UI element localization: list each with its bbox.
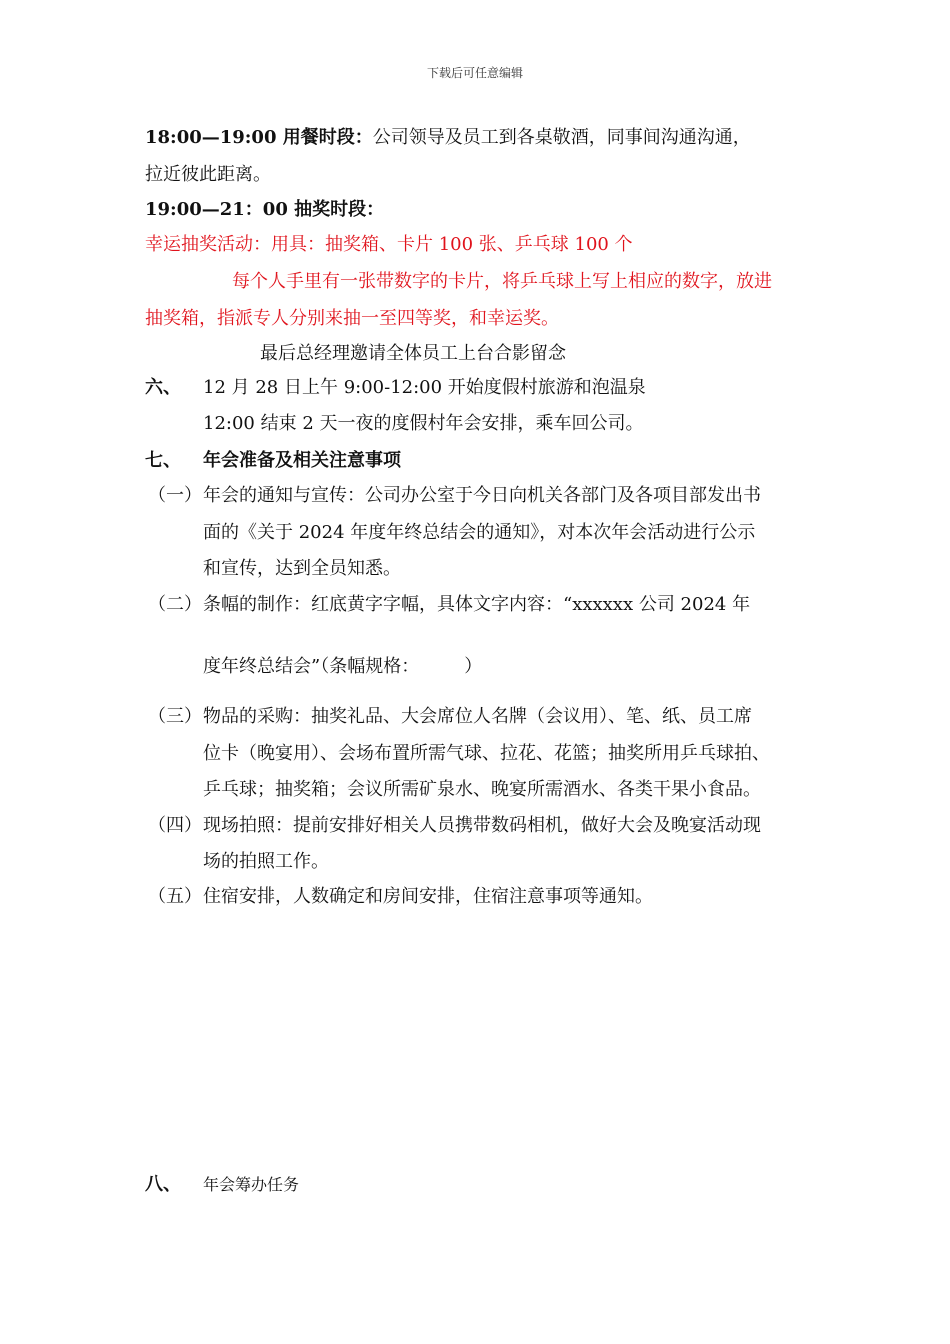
page-header-note: 下载后可任意编辑 bbox=[426, 66, 523, 80]
item-one-marker: （一） bbox=[148, 485, 202, 506]
dinner-text: 公司领导及员工到各桌敬酒，同事间沟通沟通， bbox=[372, 127, 751, 148]
item-two-line2: 度年终总结会”（条幅规格： ） bbox=[203, 656, 483, 677]
dinner-text-continued: 拉近彼此距离。 bbox=[145, 164, 271, 185]
item-three-line1: 物品的采购：抽奖礼品、大会席位人名牌（会议用）、笔、纸、员工席 bbox=[203, 706, 752, 727]
item-four-marker: （四） bbox=[148, 815, 202, 836]
item-four-line2: 场的拍照工作。 bbox=[203, 851, 329, 872]
dinner-paragraph bbox=[145, 126, 751, 150]
item-three-line3: 乒乓球；抽奖箱；会议所需矿泉水、晚宴所需酒水、各类干果小食品。 bbox=[203, 779, 761, 800]
section-six-line1: 12 月 28 日上午 9:00-12:00 开始度假村旅游和泡温泉 bbox=[203, 377, 646, 398]
item-two-marker: （二） bbox=[148, 594, 202, 615]
lottery-time-label: 19:00—21：00 抽奖时段： bbox=[145, 199, 385, 220]
section-eight-title: 年会筹办任务 bbox=[203, 1175, 300, 1194]
group-photo-line: 最后总经理邀请全体员工上台合影留念 bbox=[260, 343, 566, 364]
section-seven-marker: 七、 bbox=[145, 450, 181, 471]
dinner-time-label: 18:00—19:00 用餐时段： bbox=[145, 127, 373, 148]
lottery-description-line1: 每个人手里有一张带数字的卡片，将乒乓球上写上相应的数字，放进 bbox=[232, 271, 772, 292]
item-three-line2: 位卡（晚宴用）、会场布置所需气球、拉花、花篮；抽奖所用乒乓球拍、 bbox=[203, 743, 770, 764]
item-one-line1: 年会的通知与宣传：公司办公室于今日向机关各部门及各项目部发出书 bbox=[203, 485, 761, 506]
section-six-line2: 12:00 结束 2 天一夜的度假村年会安排，乘车回公司。 bbox=[203, 413, 644, 434]
item-one-line2: 面的《关于 2024 年度年终总结会的通知》，对本次年会活动进行公示 bbox=[203, 522, 756, 543]
section-six-marker: 六、 bbox=[145, 377, 181, 398]
section-eight-marker: 八、 bbox=[145, 1174, 181, 1195]
item-three-marker: （三） bbox=[148, 706, 202, 727]
item-four-line1: 现场拍照：提前安排好相关人员携带数码相机，做好大会及晚宴活动现 bbox=[203, 815, 761, 836]
lottery-description-line2: 抽奖箱，指派专人分别来抽一至四等奖，和幸运奖。 bbox=[145, 308, 559, 329]
item-five-line1: 住宿安排，人数确定和房间安排，住宿注意事项等通知。 bbox=[203, 886, 653, 907]
item-two-line1: 条幅的制作：红底黄字字幅，具体文字内容：“xxxxxx 公司 2024 年 bbox=[203, 594, 751, 615]
section-seven-title: 年会准备及相关注意事项 bbox=[203, 450, 401, 471]
item-one-line3: 和宣传，达到全员知悉。 bbox=[203, 558, 401, 579]
lottery-activity-line: 幸运抽奖活动：用具：抽奖箱、卡片 100 张、乒乓球 100 个 bbox=[145, 234, 633, 255]
item-five-marker: （五） bbox=[148, 886, 202, 907]
